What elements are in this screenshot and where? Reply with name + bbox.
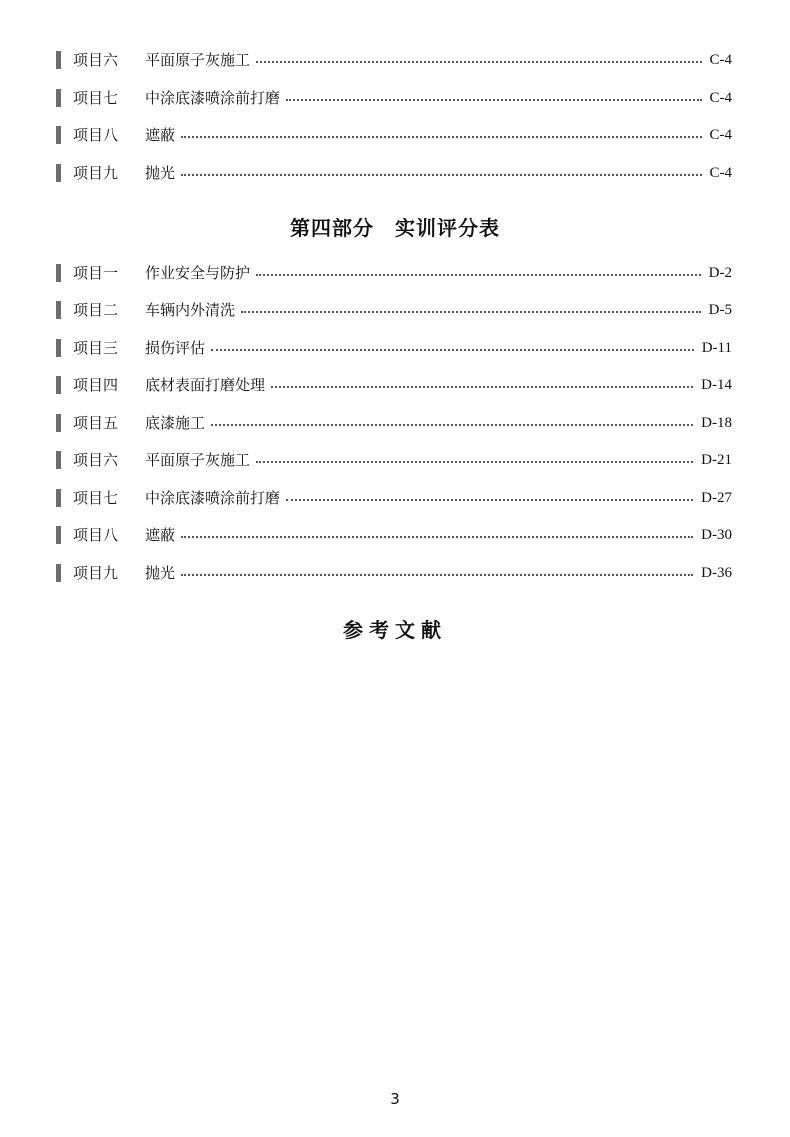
dot-leader (181, 174, 701, 176)
entry-marker (56, 451, 61, 469)
entry-number: 项目六 (73, 451, 119, 469)
entry-title: 抛光 (145, 564, 176, 582)
entry-page: D-5 (708, 302, 732, 318)
toc-entry[interactable] (56, 561, 732, 585)
dot-leader (211, 349, 694, 351)
entry-title: 遮蔽 (145, 126, 176, 144)
entry-marker (56, 51, 61, 69)
toc-entry[interactable] (56, 448, 732, 472)
entry-page: D-21 (701, 452, 732, 468)
entry-marker (56, 89, 61, 107)
entry-page: D-18 (701, 415, 732, 431)
entry-page: D-11 (701, 340, 732, 356)
toc-entry[interactable] (56, 411, 732, 435)
toc-entry[interactable] (56, 336, 732, 360)
entry-title: 底漆施工 (145, 414, 206, 432)
dot-leader (181, 574, 693, 576)
entry-title: 平面原子灰施工 (145, 451, 251, 469)
page-number: 3 (390, 1090, 400, 1108)
dot-leader (286, 499, 693, 501)
toc-entry[interactable] (56, 86, 732, 110)
entry-number: 项目八 (73, 526, 119, 544)
entry-page: C-4 (709, 165, 732, 181)
entry-number: 项目四 (73, 376, 119, 394)
dot-leader (256, 61, 701, 63)
entry-page: D-27 (701, 490, 732, 506)
entry-page: C-4 (709, 90, 732, 106)
entry-page: D-14 (701, 377, 732, 393)
entry-marker (56, 301, 61, 319)
entry-page: C-4 (709, 52, 732, 68)
entry-marker (56, 339, 61, 357)
toc-entry[interactable] (56, 123, 732, 147)
entry-number: 项目九 (73, 564, 119, 582)
entry-marker (56, 564, 61, 582)
entry-number: 项目七 (73, 89, 119, 107)
entry-page: C-4 (709, 127, 732, 143)
references-heading[interactable]: 参考文献 (343, 618, 447, 642)
dot-leader (256, 274, 701, 276)
entry-title: 底材表面打磨处理 (145, 376, 266, 394)
entry-title: 车辆内外清洗 (145, 301, 236, 319)
toc-entry[interactable] (56, 373, 732, 397)
entry-title: 抛光 (145, 164, 176, 182)
entry-number: 项目六 (73, 51, 119, 69)
entry-page: D-36 (701, 565, 732, 581)
entry-title: 平面原子灰施工 (145, 51, 251, 69)
dot-leader (271, 386, 693, 388)
toc-entry[interactable] (56, 486, 732, 510)
entry-page: D-30 (701, 527, 732, 543)
dot-leader (211, 424, 693, 426)
entry-number: 项目九 (73, 164, 119, 182)
entry-title: 遮蔽 (145, 526, 176, 544)
dot-leader (181, 136, 701, 138)
toc-entry[interactable] (56, 523, 732, 547)
entry-title: 作业安全与防护 (145, 264, 251, 282)
entry-marker (56, 164, 61, 182)
entry-page: D-2 (708, 265, 732, 281)
dot-leader (286, 99, 701, 101)
entry-number: 项目一 (73, 264, 119, 282)
entry-marker (56, 376, 61, 394)
entry-title: 损伤评估 (145, 339, 206, 357)
entry-number: 项目七 (73, 489, 119, 507)
entry-number: 项目五 (73, 414, 119, 432)
entry-marker (56, 414, 61, 432)
entry-marker (56, 126, 61, 144)
dot-leader (241, 311, 701, 313)
toc-entry[interactable] (56, 48, 732, 72)
entry-number: 项目二 (73, 301, 119, 319)
dot-leader (181, 536, 693, 538)
toc-entry[interactable] (56, 161, 732, 185)
toc-entry[interactable] (56, 261, 732, 285)
entry-number: 项目三 (73, 339, 119, 357)
toc-entry[interactable] (56, 298, 732, 322)
entry-number: 项目八 (73, 126, 119, 144)
dot-leader (256, 461, 693, 463)
entry-title: 中涂底漆喷涂前打磨 (145, 89, 281, 107)
entry-marker (56, 489, 61, 507)
section-heading: 第四部分 实训评分表 (290, 216, 500, 240)
entry-marker (56, 264, 61, 282)
entry-marker (56, 526, 61, 544)
entry-title: 中涂底漆喷涂前打磨 (145, 489, 281, 507)
